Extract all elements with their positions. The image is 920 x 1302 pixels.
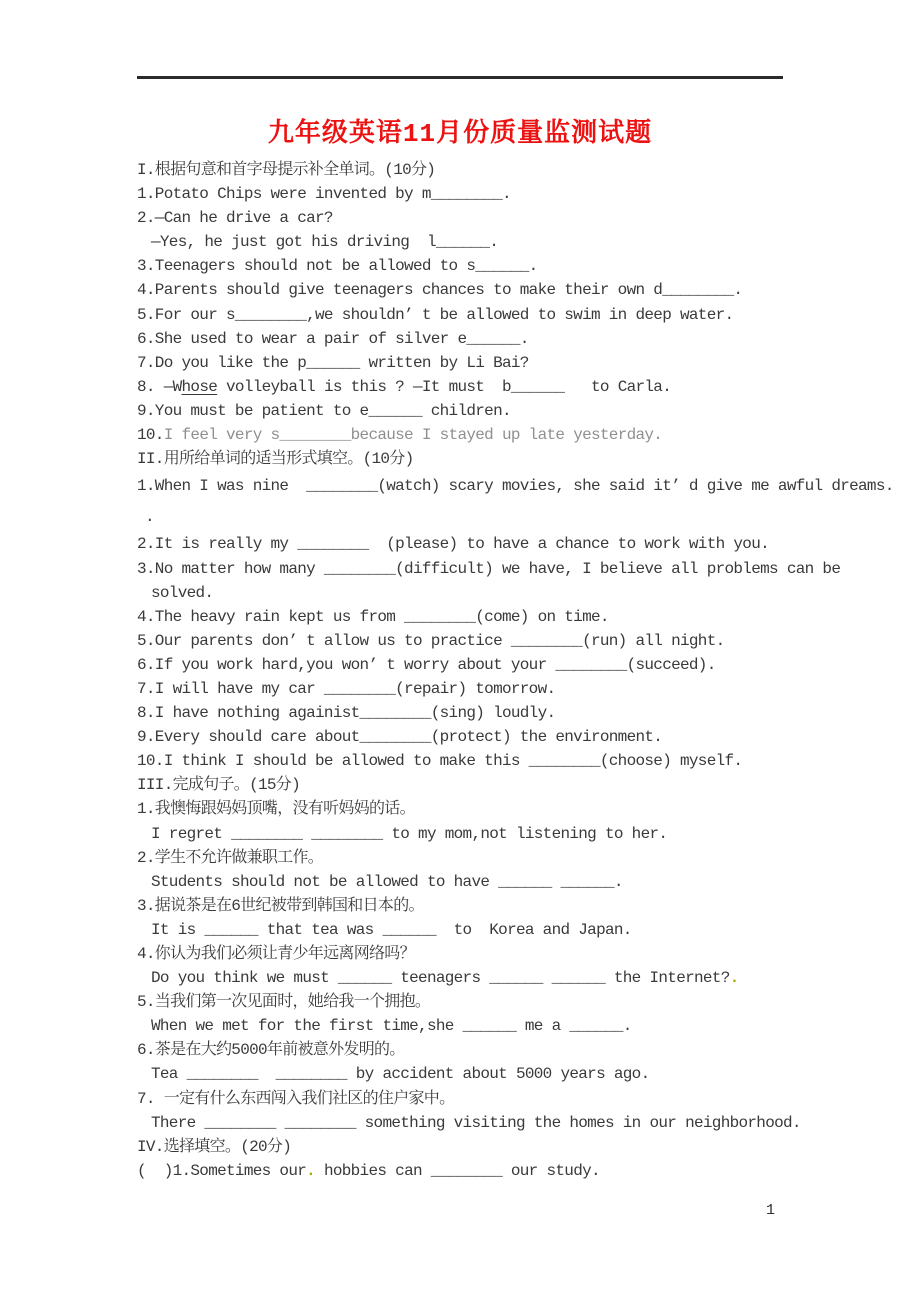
olive-text-run: . [306,1161,316,1180]
text-run: 1.When I was nine ________(watch) scary movies, she said it’ d give me awful dreams. [137,477,894,496]
text-run: hobbies can ________ our study. [315,1161,600,1180]
text-run: IV.选择填空。(20分) [137,1137,292,1156]
text-line [137,327,890,351]
text-run: solved. [151,583,214,602]
text-run: I.根据句意和首字母提示补全单词。(10分) [137,161,436,179]
text-line [137,966,890,990]
text-run: 2.学生不允许做兼职工作。 [137,848,324,867]
text-line [137,532,890,556]
text-run: 3.No matter how many ________(difficult) we have, I believe all problems can be [137,559,841,578]
text-run: ( )1.Sometimes our [137,1161,307,1180]
text-run: 4.你认为我们必须让青少年远离网络吗？ [137,945,415,963]
text-run: 8.I have nothing againist________(sing) loudly. [137,704,556,723]
document-body [137,158,894,1183]
text-run: 10.I think I should be allowed to make this ________(choose) myself. [137,752,743,771]
olive-text-run: . [729,969,739,988]
text-run: 2.—Can he drive a car? [137,209,333,228]
text-run: 9.Every should care about________(protect) the environment. [137,728,663,747]
text-run: 9.You must be patient to e______ children. [137,401,511,420]
section-heading-1 [137,158,890,182]
text-run: 7.I will have my car ________(repair) tomorrow. [137,679,556,698]
text-run: 5.当我们第一次见面时，她给我一个拥抱。 [137,993,431,1012]
text-line [137,990,890,1014]
text-run: 2.It is really my ________ (please) to have a chance to work with you. [137,535,770,554]
text-run: 7. 一定有什么东西闯入我们社区的住户家中。 [137,1089,455,1108]
section-heading-2 [137,447,890,471]
text-line [137,581,890,605]
underline-text-run: hose [181,377,218,396]
gray-text-run: I feel very s________because I stayed up late yesterday. [163,426,663,445]
text-line [137,605,890,629]
text-line [137,505,890,529]
text-run: There ________ ________ something visiting the homes in our neighborhood. [151,1113,801,1132]
text-line [137,230,890,254]
text-line [137,557,890,581]
text-line [137,629,890,653]
section-heading-4 [137,1135,890,1159]
header-rule [137,76,783,79]
text-run: . [145,508,154,527]
text-run: volleyball is this ? —It must b______ to Carla. [217,377,672,396]
text-run: 10. [137,426,164,445]
text-line [137,653,890,677]
text-run: 3.Teenagers should not be allowed to s______. [137,257,538,276]
text-run: 8. —W [137,377,182,396]
text-line [137,351,890,375]
text-line [137,701,890,725]
text-line [137,278,890,302]
text-line [137,474,894,498]
text-line [137,1014,890,1038]
text-line [137,423,890,447]
text-run: I regret ________ ________ to my mom,not listening to her. [151,824,668,843]
text-run: 6.茶是在大约5000年前被意外发明的。 [137,1041,405,1060]
text-line [137,677,890,701]
text-line [137,918,890,942]
text-run: 1.我懊悔跟妈妈顶嘴，没有听妈妈的话。 [137,800,415,819]
text-line [137,303,890,327]
text-line [137,797,890,821]
text-line [137,870,890,894]
text-line [137,1087,890,1111]
text-line [137,894,890,918]
text-line [137,1159,890,1183]
text-run: 6.If you work hard,you won’ t worry about your ________(succeed). [137,655,716,674]
text-line [137,1111,890,1135]
text-run: When we met for the first time,she ______ me a ______. [151,1017,632,1036]
text-line [137,942,890,966]
text-line [137,254,890,278]
text-line [137,399,890,423]
text-run: Tea ________ ________ by accident about 5000 years ago. [151,1065,650,1084]
text-line [137,1038,890,1062]
text-line [137,375,890,399]
text-run: It is ______ that tea was ______ to Korea and Japan. [151,920,632,939]
text-line [137,182,890,206]
text-run: 7.Do you like the p______ written by Li Bai? [137,353,529,372]
section-heading-3 [137,773,890,797]
page-title: 九年级英语11月份质量监测试题 [267,119,653,149]
text-run: II.用所给单词的适当形式填空。(10分) [137,450,414,469]
text-run: 6.She used to wear a pair of silver e______. [137,329,529,348]
text-run: 4.Parents should give teenagers chances to make their own d________. [137,281,743,300]
text-run: 3.据说茶是在6世纪被带到韩国和日本的。 [137,896,424,915]
text-line [137,1062,890,1086]
text-line [137,749,890,773]
text-run: Students should not be allowed to have ______ ______. [151,872,623,891]
text-run: 5.For our s________,we shouldn’ t be allowed to swim in deep water. [137,305,734,324]
text-run: III.完成句子。(15分) [137,776,301,795]
text-run: 5.Our parents don’ t allow us to practice ________(run) all night. [137,631,725,650]
text-run: Do you think we must ______ teenagers ______ ______ the Internet? [151,969,730,988]
text-line [137,846,890,870]
text-run: —Yes, he just got his driving l______. [151,233,499,252]
text-line [137,206,890,230]
text-run: 4.The heavy rain kept us from ________(come) on time. [137,607,609,626]
text-line [137,725,890,749]
text-run: 1.Potato Chips were invented by m________. [137,185,511,204]
text-line [137,822,890,846]
page-number: 1 [766,1202,776,1219]
